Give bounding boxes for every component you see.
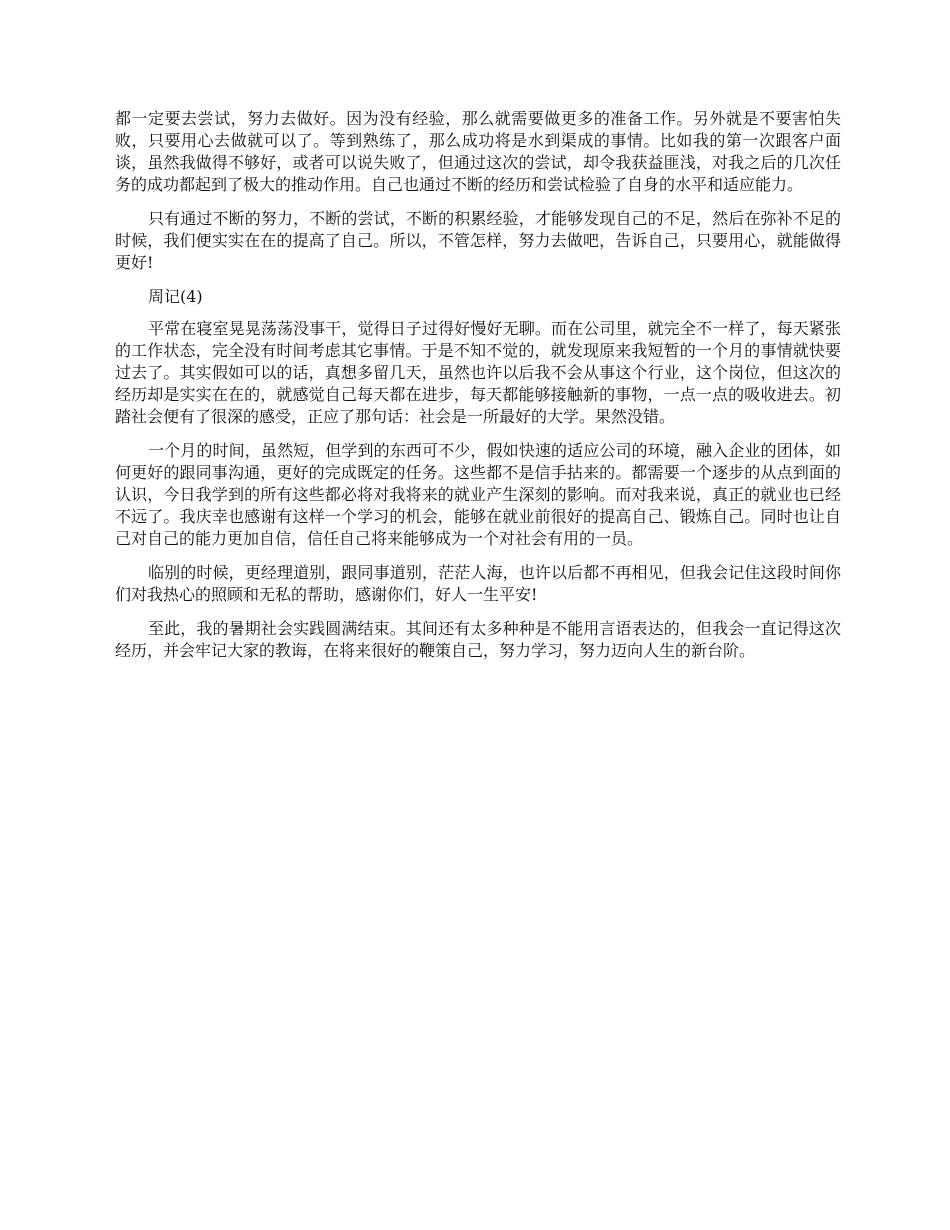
paragraph-conclusion: 至此，我的暑期社会实践圆满结束。其间还有太多种种是不能用言语表达的，但我会一直记得这次经历，并会牢记大家的教诲，在将来很好的鞭策自己，努力学习，努力迈向人生的新台阶。: [115, 619, 841, 660]
paragraph-continuation: 都一定要去尝试，努力去做好。因为没有经验，那么就需要做更多的准备工作。另外就是不要害怕失败，只要用心去做就可以了。等到熟练了，那么成功将是水到渠成的事情。比如我的第一次跟客户面谈，虽然我做得不够好，或者可以说失败了，但通过这次的尝试，却令我获益匪浅，对我之后的几次任务的成功都起到了极大的推动作用。自己也通过不断的经历和尝试检验了自身的水平和适应能力。: [115, 109, 841, 194]
paragraph-effort: 只有通过不断的努力，不断的尝试，不断的积累经验，才能够发现自己的不足，然后在弥补不足的时候，我们便实实在在的提高了自己。所以，不管怎样，努力去做吧，告诉自己，只要用心，就能做得更好!: [115, 209, 841, 272]
paragraph-one-month: 一个月的时间，虽然短，但学到的东西可不少，假如快速的适应公司的环境，融入企业的团体，如何更好的跟同事沟通，更好的完成既定的任务。这些都不是信手拈来的。都需要一个逐步的从点到面的认识，今日我学到的所有这些都必将对我将来的就业产生深刻的影响。而对我来说，真正的就业也已经不远了。我庆幸也感谢有这样一个学习的机会，能够在就业前很好的提高自己、锻炼自己。同时也让自己对自己的能力更加自信，信任自己将来能够成为一个对社会有用的一员。: [115, 441, 841, 548]
paragraph-company-life: 平常在寝室晃晃荡荡没事干，觉得日子过得好慢好无聊。而在公司里，就完全不一样了，每天紧张的工作状态，完全没有时间考虑其它事情。于是不知不觉的，就发现原来我短暂的一个月的事情就快要过去了。其实假如可以的话，真想多留几天，虽然也许以后我不会从事这个行业，这个岗位，但这次的经历却是实实在在的，就感觉自己每天都在进步，每天都能够接触新的事物，一点一点的吸收进去。初踏社会便有了很深的感受，正应了那句话：社会是一所最好的大学。果然没错。: [115, 319, 841, 426]
section-heading-weekly-journal-4: 周记(4): [148, 287, 203, 306]
paragraph-farewell: 临别的时候，更经理道别，跟同事道别，茫茫人海，也许以后都不再相见，但我会记住这段时间你们对我热心的照顾和无私的帮助，感谢你们，好人一生平安!: [115, 563, 841, 604]
document-body: [115, 108, 841, 674]
